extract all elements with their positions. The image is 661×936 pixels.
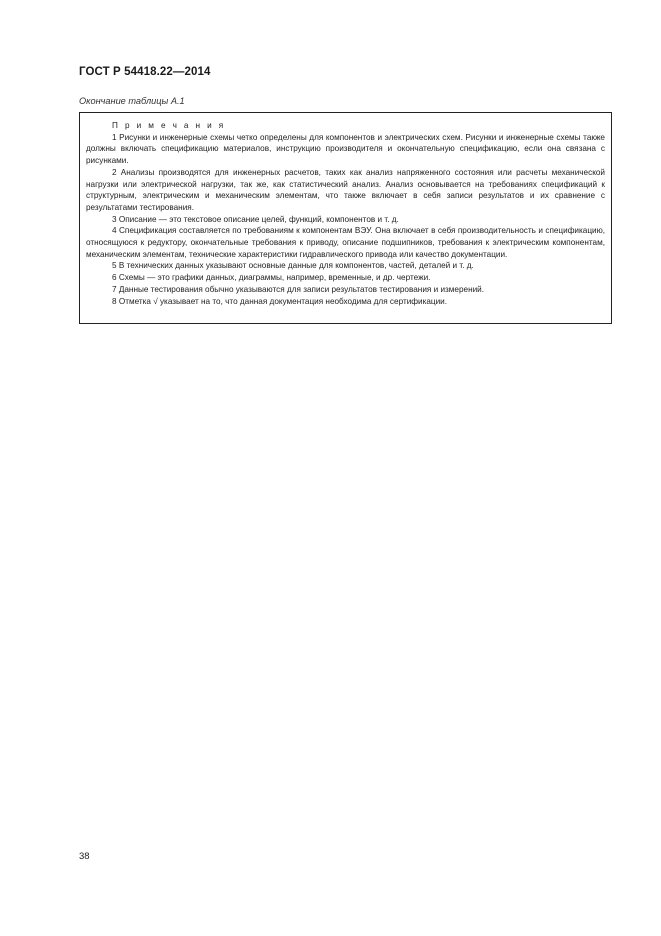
document-header-title: ГОСТ Р 54418.22—2014 [79, 66, 211, 78]
notes-heading: П р и м е ч а н и я [112, 121, 226, 130]
note-item-8: 8 Отметка √ указывает на то, что данная документация необходима для сертификации. [112, 296, 448, 306]
notes-box [79, 112, 612, 324]
note-item-7: 7 Данные тестирования обычно указываются для записи результатов тестирования и измерений. [112, 284, 485, 294]
note-item-5: 5 В технических данных указывают основные данные для компонентов, частей, деталей и т. д. [112, 261, 474, 271]
note-item-3: 3 Описание — это текстовое описание целей, функций, компонентов и т. д. [112, 214, 399, 224]
note-item-4: 4 Спецификация составляется по требованиям к компонентам ВЭУ. Она включает в себя производительность и спецификацию, относящуюся к редуктору, окончательные требования к приводу, описание подшипников, требования к электрическим компонентам, механическим элементам, технические характеристики гидравлического привода или качество документации. [86, 226, 605, 259]
note-item-6: 6 Схемы — это графики данных, диаграммы, например, временные, и др. чертежи. [112, 273, 431, 283]
note-item-1: 1 Рисунки и инженерные схемы четко определены для компонентов и электрических схем. Рисунки и инженерные схемы также должны включать спецификацию материалов, инструкцию производителя и окончательную спецификацию, если она связана с рисунками. [86, 132, 605, 166]
table-caption: Окончание таблицы А.1 [79, 96, 185, 106]
page-number: 38 [79, 851, 90, 862]
note-item-2: 2 Анализы производятся для инженерных расчетов, таких как анализ напряженного состояния или расчеты механической нагрузки или электрической нагрузки, так же, как статистический анализ. Анализ основывается на требованиях спецификаций к структурным, электрическим и механическим элементам, что также включает в себя записи результатов и их сравнение с результатами тестирования. [86, 167, 605, 212]
